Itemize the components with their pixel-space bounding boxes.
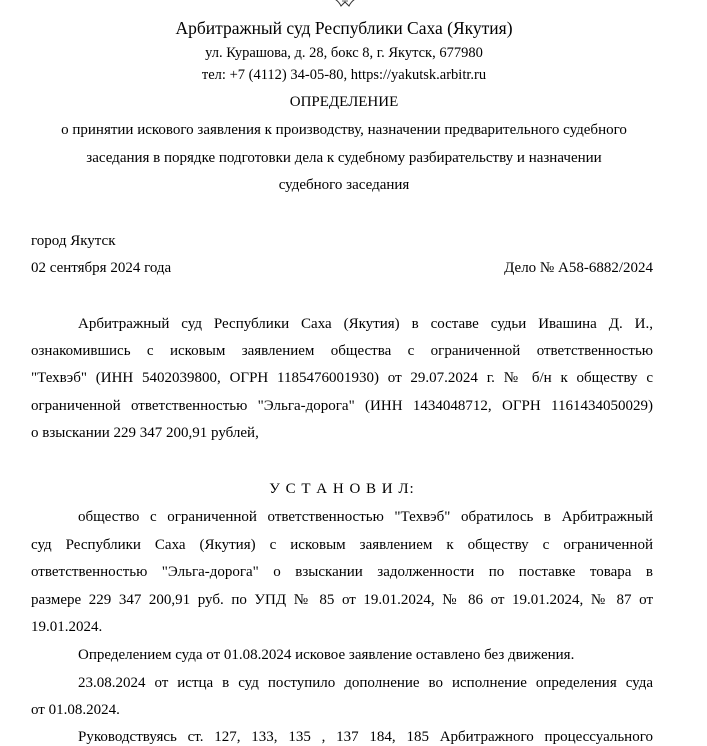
subject-line-2: заседания в порядке подготовки дела к судебному разбирательству и назначении — [86, 150, 602, 166]
paragraph-line: суд Республики Саха (Якутия) с исковым заявлением к обществу с ограниченной — [31, 537, 653, 553]
paragraph-line: Определением суда от 01.08.2024 исковое заявление оставлено без движения. — [78, 647, 575, 663]
court-contacts: тел: +7 (4112) 34-05-80, https://yakutsk.arbitr.ru — [201, 67, 487, 83]
paragraph-line: 19.01.2024. — [31, 619, 103, 635]
intro-line: о взыскании 229 347 200,91 рублей, — [31, 425, 259, 441]
document-type: ОПРЕДЕЛЕНИЕ — [289, 94, 399, 110]
paragraph-line: ответственностью "Эльга-дорога" о взыскании задолженности по поставке товара в — [31, 564, 653, 580]
paragraph-line: общество с ограниченной ответственностью "Техвэб" обратилось в Арбитражный — [78, 509, 653, 525]
paragraph-line: от 01.08.2024. — [31, 702, 120, 718]
paragraph-line: размере 229 347 200,91 руб. по УПД № 85 от 19.01.2024, № 86 от 19.01.2024, № 87 от — [31, 592, 653, 608]
court-name: Арбитражный суд Республики Саха (Якутия) — [175, 18, 513, 38]
subject-line-1: о принятии искового заявления к производству, назначении предварительного судебного — [61, 122, 627, 138]
case-number: Дело № А58-6882/2024 — [504, 260, 653, 276]
intro-line: "Техвэб" (ИНН 5402039800, ОГРН 1185476001930) от 29.07.2024 г. № б/н к обществу с — [31, 370, 653, 386]
section-heading-ustanovil: У С Т А Н О В И Л: — [269, 481, 415, 497]
subject-line-3: судебного заседания — [278, 177, 410, 193]
paragraph-line: 23.08.2024 от истца в суд поступило дополнение во исполнение определения суда — [78, 675, 653, 691]
city: город Якутск — [31, 233, 116, 249]
coat-of-arms-emblem — [330, 0, 360, 8]
intro-line: Арбитражный суд Республики Саха (Якутия) в составе судьи Ивашина Д. И., — [78, 316, 653, 332]
paragraph-line: Руководствуясь ст. 127, 133, 135 , 137 184, 185 Арбитражного процессуального — [78, 729, 653, 745]
intro-line: ознакомившись с исковым заявлением общества с ограниченной ответственностью — [31, 343, 653, 359]
intro-line: ограниченной ответственностью "Эльга-дорога" (ИНН 1434048712, ОГРН 1161434050029) — [31, 398, 653, 414]
document-date: 02 сентября 2024 года — [31, 260, 172, 276]
court-address: ул. Курашова, д. 28, бокс 8, г. Якутск, 677980 — [205, 45, 483, 61]
